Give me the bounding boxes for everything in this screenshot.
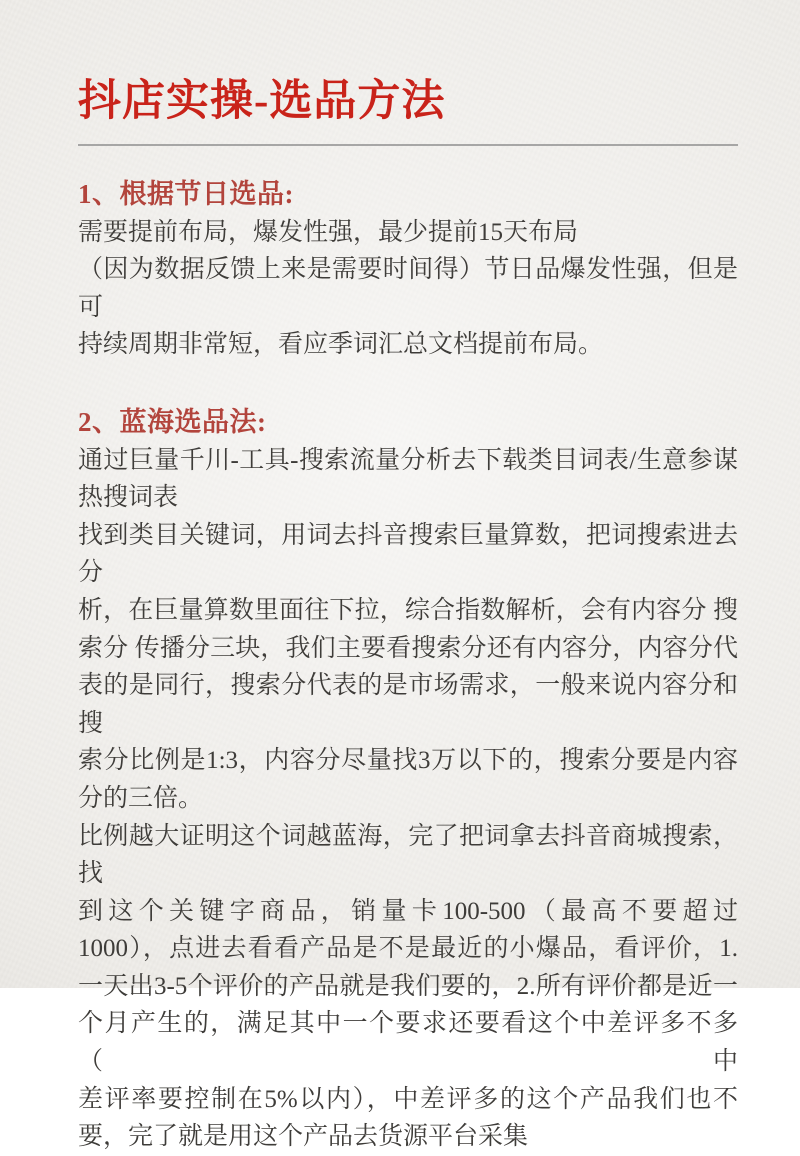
paragraph xyxy=(78,442,738,517)
section-2 xyxy=(78,404,738,1156)
paragraph xyxy=(78,818,738,1156)
section-heading: 2、蓝海选品法: xyxy=(78,406,267,437)
text-line: 一天出3-5个评价的产品就是我们要的，2.所有评价都是近一 xyxy=(78,972,738,1000)
text-line: 分的三倍。 xyxy=(78,784,204,812)
paragraph xyxy=(78,251,738,364)
paragraph xyxy=(78,214,738,252)
text-line: 1000），点进去看看产品是不是最近的小爆品，看评价，1. xyxy=(78,935,738,963)
text-line: 个月产生的，满足其中一个要求还要看这个中差评多不多（中 xyxy=(78,1010,738,1076)
page-title: 抖店实操-选品方法 xyxy=(78,78,446,125)
text-line: 索分比例是1:3，内容分尽量找3万以下的，搜索分要是内容 xyxy=(78,747,738,775)
text-line: 表的是同行，搜索分代表的是市场需求，一般来说内容分和搜 xyxy=(78,672,738,737)
text-line: 持续周期非常短，看应季词汇总文档提前布局。 xyxy=(78,331,604,359)
sections-container xyxy=(78,176,738,1156)
section-heading: 1、根据节日选品: xyxy=(78,179,294,209)
text-line: 热搜词表 xyxy=(78,484,179,512)
title-divider xyxy=(78,144,738,146)
text-line: 析，在巨量算数里面往下拉，综合指数解析，会有内容分 搜 xyxy=(78,596,738,624)
text-line: 索分 传播分三块，我们主要看搜索分还有内容分，内容分代 xyxy=(78,634,738,662)
text-line: 通过巨量千川-工具-搜索流量分析去下载类目词表/生意参谋 xyxy=(78,446,738,474)
text-line: 比例越大证明这个词越蓝海，完了把词拿去抖音商城搜索，找 xyxy=(78,822,738,888)
text-line: 找到类目关键词，用词去抖音搜索巨量算数，把词搜索进去分 xyxy=(78,521,738,587)
text-line: 差评率要控制在5%以内），中差评多的这个产品我们也不 xyxy=(78,1085,738,1113)
text-line: 要，完了就是用这个产品去货源平台采集 xyxy=(78,1123,529,1151)
section-1 xyxy=(78,176,738,364)
text-line: （因为数据反馈上来是需要时间得）节日品爆发性强，但是可 xyxy=(78,256,738,321)
text-line: 到这个关键字商品，销量卡100-500（最高不要超过 xyxy=(78,897,738,925)
paragraph xyxy=(78,517,738,818)
text-line: 需要提前布局，爆发性强，最少提前15天布局 xyxy=(78,218,579,246)
